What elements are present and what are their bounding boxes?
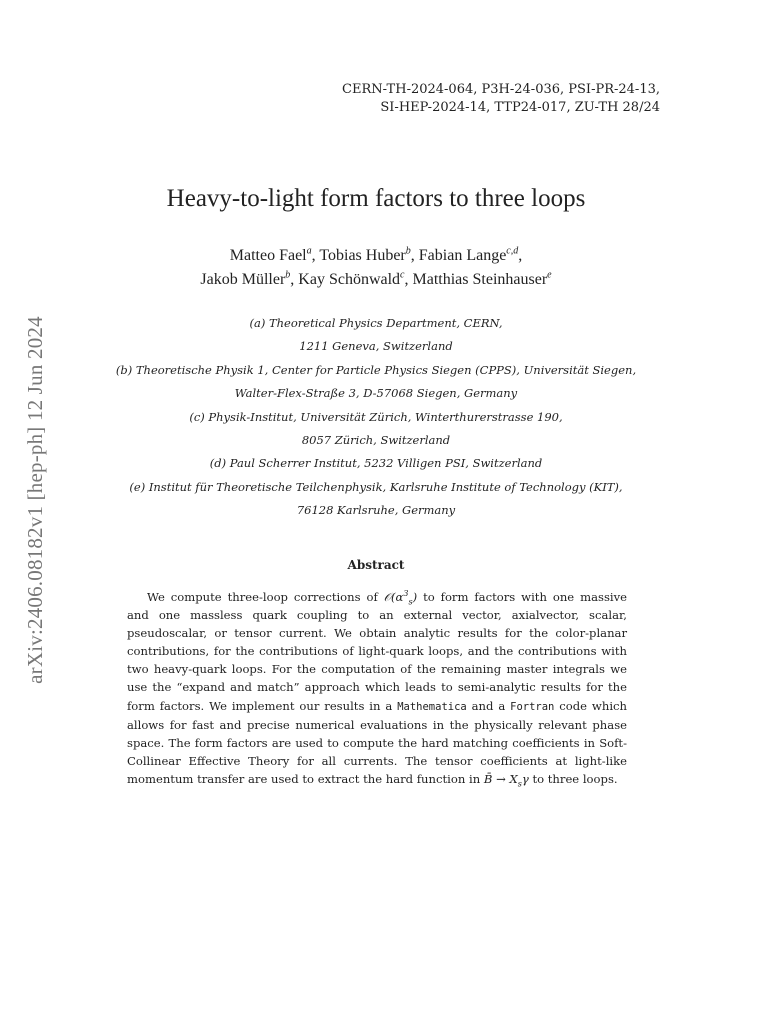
author-separator: , [404, 271, 413, 288]
abstract-text: to three loops. [528, 771, 618, 786]
author-name: Matthias Steinhauser [412, 271, 548, 288]
math-subscript: s [408, 597, 413, 607]
author-separator: , [518, 247, 523, 264]
author-list [0, 244, 752, 292]
affiliation-line: (a) Theoretical Physics Department, CERN, [249, 316, 503, 330]
author-affiliation-mark: c [400, 269, 405, 281]
math-symbol: ) [412, 590, 418, 604]
affiliation-line: 1211 Geneva, Switzerland [299, 339, 453, 354]
author-name: Jakob Müller [200, 271, 286, 288]
abstract-text: and a [466, 698, 511, 713]
affiliation-line: (d) Paul Scherrer Institut, 5232 Villigen PSI, Switzerland [209, 456, 543, 471]
abstract-text: to form factors with one massive and one massless quark coupling to an external vector, axialvector, scalar, pseudoscalar, or tensor current. We obtain analytic results for the color-planar contributions, for the contributions of light-quark loops, and the contributions with two heavy-quark loops. For the computation of the remaining master integrals we use the “expand and match” approach which leads to semi-analytic results for the form factors. We implement our results in a [127, 590, 628, 713]
abstract-body [127, 588, 627, 788]
abstract-text: code which allows for fast and precise numerical evaluations in the physically relevant phase space. The form factors are used to compute the hard matching coefficients in Soft-Collinear Effective Theory for all currents. The tensor coefficients at light-like momentum transfer are used to extract the hard function in [127, 698, 627, 786]
software-name-fortran: Fortran [510, 700, 555, 713]
author-affiliation-mark: a [306, 245, 312, 257]
author-name: Tobias Huber [319, 247, 406, 264]
math-symbol: 𝒪(α [383, 590, 404, 604]
math-superscript: 3 [403, 589, 409, 599]
author-name: Kay Schönwald [298, 271, 401, 288]
abstract-heading: Abstract [347, 558, 405, 572]
affiliation-line: (c) Physik-Institut, Universität Zürich, Winterthurerstrasse 190, [189, 409, 563, 424]
author-affiliation-mark: b [285, 269, 291, 281]
author-affiliation-mark: b [405, 245, 411, 257]
math-symbol: B̄ → X [483, 771, 518, 786]
paper-title: Heavy-to-light form factors to three loops [166, 185, 586, 212]
affiliation-line: (b) Theoretische Physik 1, Center for Particle Physics Siegen (CPPS), Universität Siegen, [115, 362, 637, 377]
affiliation-list [0, 312, 752, 523]
author-line [0, 268, 752, 292]
report-number-line: CERN-TH-2024-064, P3H-24-036, PSI-PR-24-13, [342, 82, 660, 97]
affiliation-line: 76128 Karlsruhe, Germany [296, 503, 456, 518]
math-subscript: s [517, 779, 522, 789]
author-affiliation-mark: e [547, 269, 552, 281]
arxiv-identifier-stamp: arXiv:2406.08182v1 [hep-ph] 12 Jun 2024 [23, 316, 47, 684]
abstract-text: We compute three-loop corrections of [147, 590, 384, 604]
affiliation-line: 8057 Zürich, Switzerland [301, 433, 451, 448]
author-name: Matteo Fael [229, 247, 307, 264]
b-to-xs-gamma-math [483, 771, 529, 789]
author-separator: , [290, 271, 299, 288]
author-name: Fabian Lange [418, 247, 507, 264]
affiliation-line: (e) Institut für Theoretische Teilchenphysik, Karlsruhe Institute of Technology (KIT), [129, 479, 623, 494]
author-separator: , [311, 247, 320, 264]
author-line [0, 244, 752, 268]
order-alpha-s-cubed-math [383, 589, 418, 607]
author-affiliation-mark: c,d [506, 245, 519, 257]
author-separator: , [410, 247, 419, 264]
affiliation-line: Walter-Flex-Straße 3, D-57068 Siegen, Germany [234, 386, 518, 401]
software-name-mathematica: Mathematica [397, 700, 467, 713]
report-numbers [342, 81, 660, 117]
math-symbol: γ [521, 771, 529, 786]
report-number-line: SI-HEP-2024-14, TTP24-017, ZU-TH 28/24 [380, 100, 660, 115]
